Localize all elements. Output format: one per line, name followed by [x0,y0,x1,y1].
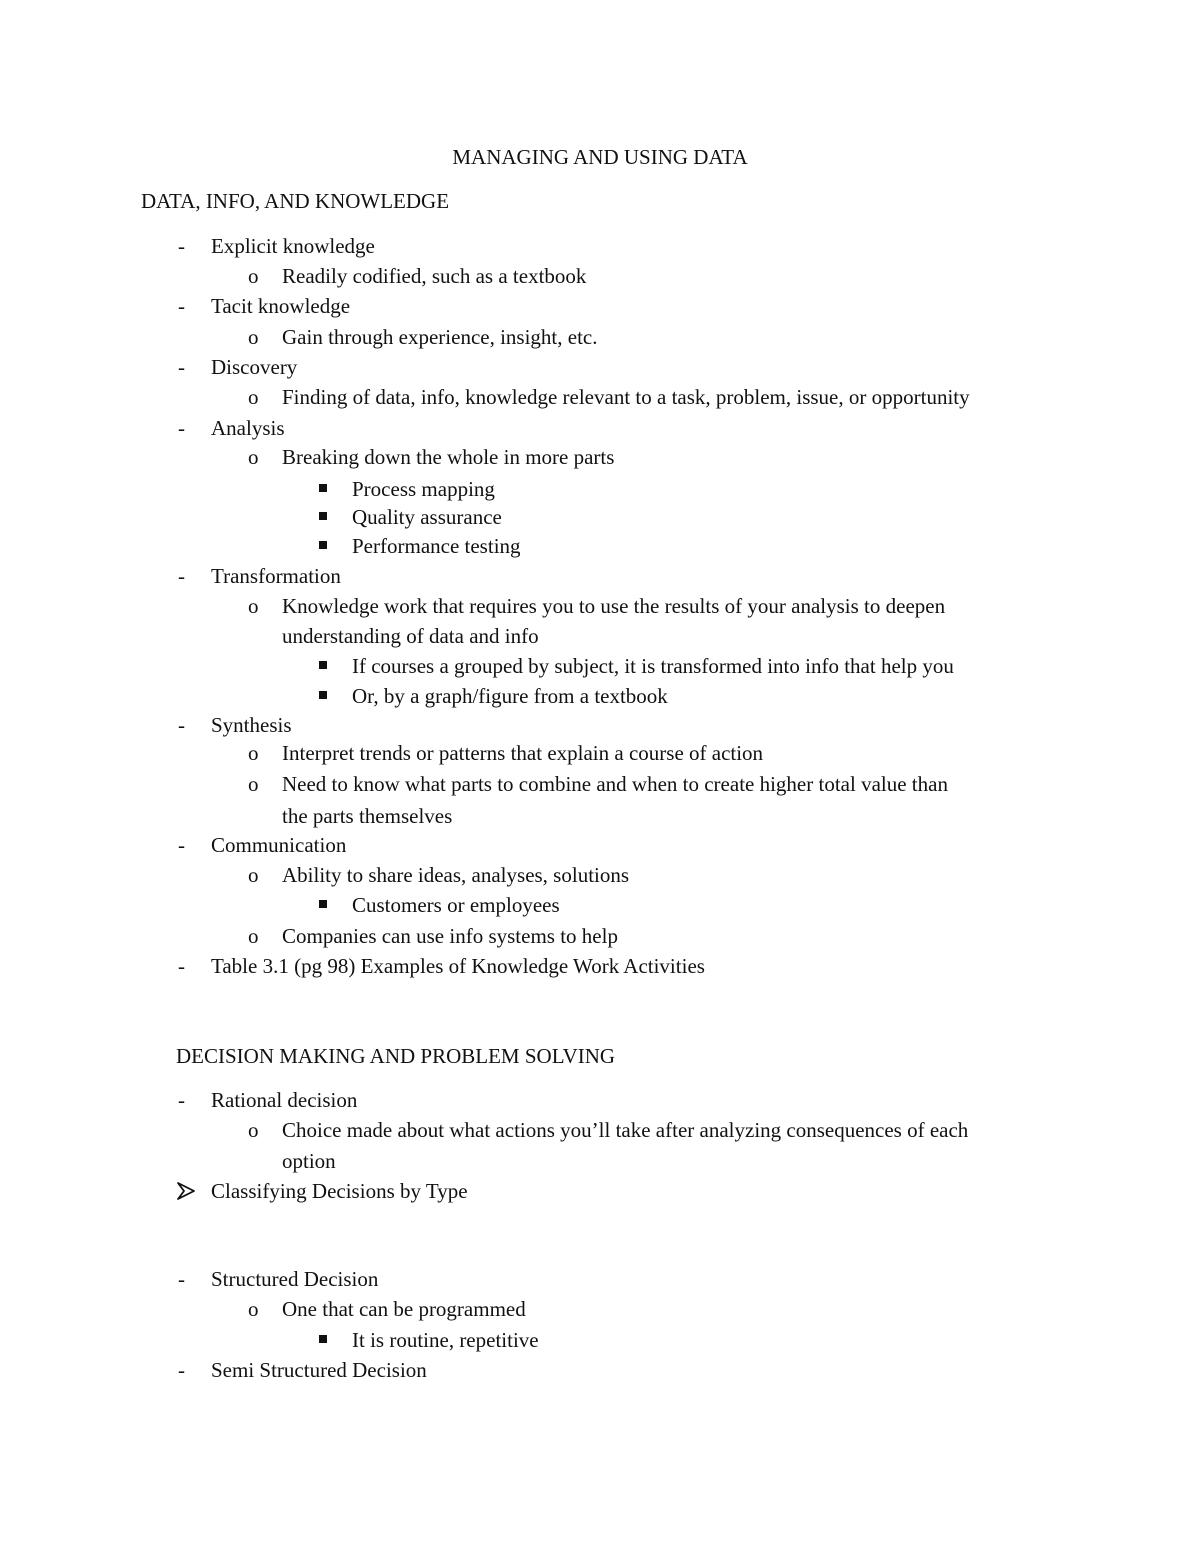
list-item: Readily codified, such as a textbook [282,264,587,288]
dash-bullet-icon: - [178,1267,185,1291]
list-item: Explicit knowledge [211,234,375,258]
list-item: Semi Structured Decision [211,1358,427,1382]
list-item: Interpret trends or patterns that explain a course of action [282,741,764,765]
list-item: Quality assurance [352,505,502,529]
circle-bullet-icon: o [248,1118,259,1142]
list-item: Need to know what parts to combine and when to create higher total value than [282,772,948,796]
list-item: Analysis [211,416,285,440]
list-item: Discovery [211,355,298,379]
square-bullet-icon [319,900,327,908]
list-item: Ability to share ideas, analyses, solutions [282,863,630,887]
circle-bullet-icon: o [248,264,259,288]
square-bullet-icon [319,1335,327,1343]
dash-bullet-icon: - [178,416,185,440]
section-heading: DATA, INFO, AND KNOWLEDGE [141,189,450,213]
list-item: Companies can use info systems to help [282,924,618,948]
circle-bullet-icon: o [248,325,259,349]
circle-bullet-icon: o [248,594,259,618]
circle-bullet-icon: o [248,863,259,887]
square-bullet-icon [319,512,327,520]
square-bullet-icon [319,691,327,699]
dash-bullet-icon: - [178,1088,185,1112]
square-bullet-icon [319,661,327,669]
list-item: Transformation [211,564,341,588]
list-item-continuation: the parts themselves [282,804,453,828]
list-item: Process mapping [352,477,495,501]
dash-bullet-icon: - [178,713,185,737]
circle-bullet-icon: o [248,385,259,409]
list-item: It is routine, repetitive [352,1328,539,1352]
list-item: If courses a grouped by subject, it is transformed into info that help you [352,654,954,678]
dash-bullet-icon: - [178,355,185,379]
circle-bullet-icon: o [248,445,259,469]
dash-bullet-icon: - [178,294,185,318]
list-item: One that can be programmed [282,1297,526,1321]
square-bullet-icon [319,484,327,492]
circle-bullet-icon: o [248,772,259,796]
list-item: Tacit knowledge [211,294,351,318]
circle-bullet-icon: o [248,924,259,948]
list-item: Performance testing [352,534,521,558]
list-item: Communication [211,833,347,857]
list-item-continuation: understanding of data and info [282,624,539,648]
dash-bullet-icon: - [178,954,185,978]
list-item: Finding of data, info, knowledge relevant to a task, problem, issue, or opportunity [282,385,970,409]
document-title: MANAGING AND USING DATA [452,145,748,169]
arrow-bullet-icon [176,1181,196,1201]
list-item: Table 3.1 (pg 98) Examples of Knowledge Work Activities [211,954,705,978]
dash-bullet-icon: - [178,833,185,857]
circle-bullet-icon: o [248,741,259,765]
list-item: Knowledge work that requires you to use the results of your analysis to deepen [282,594,946,618]
list-item: Customers or employees [352,893,560,917]
dash-bullet-icon: - [178,234,185,258]
list-item: Gain through experience, insight, etc. [282,325,598,349]
circle-bullet-icon: o [248,1297,259,1321]
section-heading: DECISION MAKING AND PROBLEM SOLVING [176,1044,616,1068]
list-item: Rational decision [211,1088,358,1112]
list-item: Breaking down the whole in more parts [282,445,615,469]
dash-bullet-icon: - [178,1358,185,1382]
list-item: Choice made about what actions you’ll take after analyzing consequences of each [282,1118,969,1142]
list-item-continuation: option [282,1149,336,1173]
square-bullet-icon [319,541,327,549]
list-item: Synthesis [211,713,292,737]
list-item: Classifying Decisions by Type [211,1179,468,1203]
list-item: Structured Decision [211,1267,379,1291]
dash-bullet-icon: - [178,564,185,588]
list-item: Or, by a graph/figure from a textbook [352,684,668,708]
